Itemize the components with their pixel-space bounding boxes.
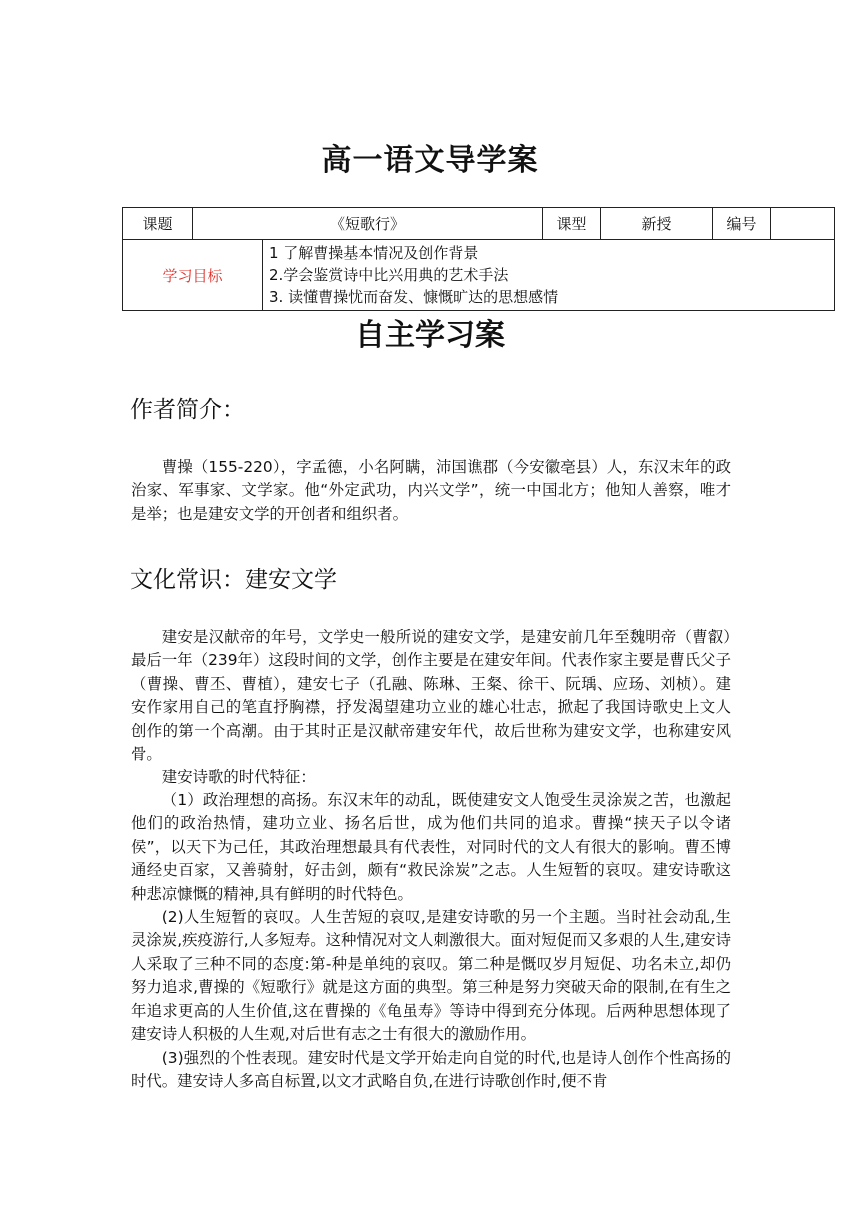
topic-label: 课题 [123,208,193,240]
goal-label: 学习目标 [123,240,263,311]
goal-item: 2.学会鉴赏诗中比兴用典的艺术手法 [269,266,509,284]
culture-heading: 文化常识：建安文学 [130,567,337,593]
author-paragraph: 曹操（155-220），字孟德，小名阿瞒，沛国谯郡（今安徽亳县）人，东汉末年的政治家、军事家、文学家。他“外定武功，内兴文学”，统一中国北方；他知人善察，唯才是举；也是建安文学的开创者和组织者。 [131,458,731,523]
type-value: 新授 [601,208,713,240]
section-title: 自主学习案 [355,318,505,353]
info-table [122,207,835,311]
number-value [771,208,835,240]
feature-1-paragraph: （1）政治理想的高扬。东汉末年的动乱，既使建安文人饱受生灵涂炭之苦，也激起他们的政治热情，建功立业、扬名后世，成为他们共同的追求。曹操“挟天子以令诸侯”，以天下为己任，其政治理想最具有代表性，对同时代的文人有很大的影响。曹丕博通经史百家，又善骑射，好击剑，颇有“救民涂炭”之志。人生短暂的哀叹。建安诗歌这种悲凉慷慨的精神,具有鲜明的时代特色。 [131,791,731,903]
author-heading: 作者简介： [130,397,245,423]
goal-item: 1 了解曹操基本情况及创作背景 [269,244,479,262]
goals-list [263,240,835,311]
number-label: 编号 [713,208,771,240]
feature-3-paragraph: (3)强烈的个性表现。建安时代是文学开始走向自觉的时代,也是诗人创作个性高扬的时代。建安诗人多高自标置,以文才武略自负,在进行诗歌创作时,便不肯 [131,1049,731,1091]
features-title: 建安诗歌的时代特征： [161,768,316,786]
culture-intro-paragraph: 建安是汉献帝的年号，文学史一般所说的建安文学，是建安前几年至魏明帝（曹叡）最后一年（239年）这段时间的文学，创作主要是在建安年间。代表作家主要是曹氏父子（曹操、曹丕、曹植），建安七子（孔融、陈琳、王粲、徐干、阮瑀、应玚、刘桢）。建安作家用自己的笔直抒胸襟，抒发渴望建功立业的雄心壮志，掀起了我国诗歌史上文人创作的第一个高潮。由于其时正是汉献帝建安年代，故后世称为建安文学，也称建安风骨。 [131,628,731,764]
type-label: 课型 [543,208,601,240]
feature-2-paragraph: (2)人生短暂的哀叹。人生苦短的哀叹,是建安诗歌的另一个主题。当时社会动乱,生灵涂炭,疾疫游行,人多短寿。这种情况对文人刺激很大。面对短促而又多艰的人生,建安诗人采取了三种不同的态度:第-种是单纯的哀叹。第二种是慨叹岁月短促、功名未立,却仍努力追求,曹操的《短歌行》就是这方面的典型。第三种是努力突破天命的限制,在有生之年追求更高的人生价值,这在曹操的《龟虽寿》等诗中得到充分体现。后两种思想体现了建安诗人积极的人生观,对后世有志之士有很大的激励作用。 [131,908,731,1044]
goal-item: 3. 读懂曹操忧而奋发、慷慨旷达的思想感情 [269,288,559,306]
topic-value: 《短歌行》 [193,208,543,240]
page-title: 高一语文导学案 [321,143,539,178]
